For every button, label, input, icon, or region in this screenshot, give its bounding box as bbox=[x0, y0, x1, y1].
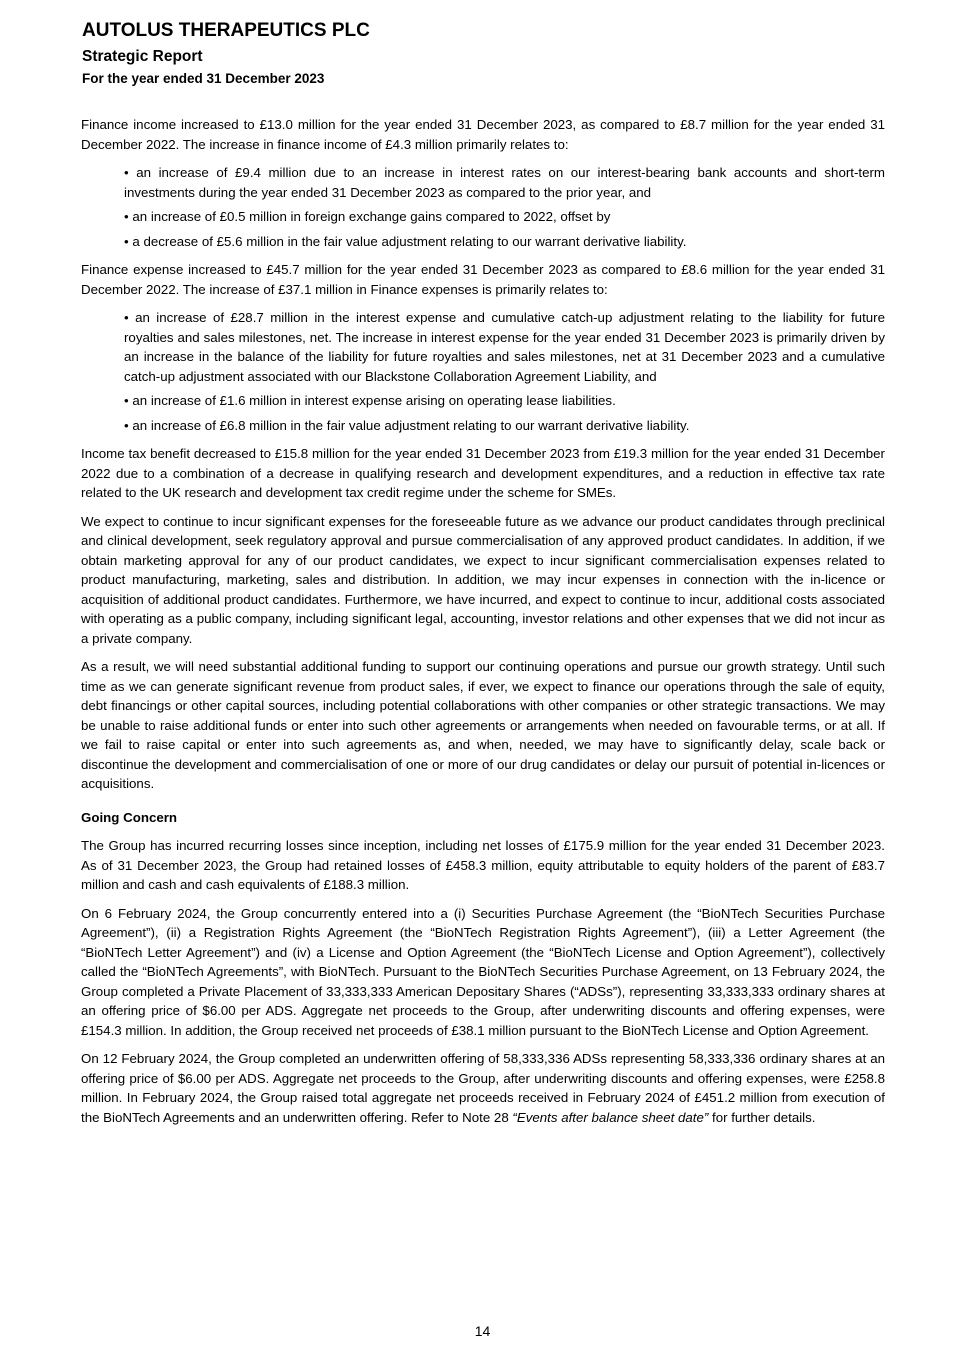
note-reference: “Events after balance sheet date” bbox=[512, 1109, 709, 1125]
report-period: For the year ended 31 December 2023 bbox=[82, 71, 325, 86]
going-concern-heading: Going Concern bbox=[81, 809, 178, 825]
list-item: • an increase of £9.4 million due to an increase in interest rates on our interest-bearing bank accounts and short-term investments during the year ended 31 December 2023 as compared to the prior year, and bbox=[124, 163, 885, 202]
finance-expense-list bbox=[81, 308, 885, 435]
expenses-outlook-paragraph: We expect to continue to incur significant expenses for the foreseeable future as we advance our product candidates through preclinical and clinical development, seek regulatory approval and pursue commercialisation of any approved product candidates. In addition, if we obtain marketing approval for any of our product candidates, we expect to incur significant commercialisation expenses related to product manufacturing, marketing, sales and distribution. In addition, we may incur expenses in connection with the in-licence or acquisition of additional product candidates. Furthermore, we have incurred, and expect to continue to incur, additional costs associated with operating as a public company, including significant legal, accounting, investor relations and other expenses that we did not incur as a private company. bbox=[81, 513, 885, 646]
list-item: • an increase of £0.5 million in foreign exchange gains compared to 2022, offset by bbox=[124, 207, 885, 227]
offering-paragraph bbox=[81, 1049, 885, 1127]
list-item: • an increase of £6.8 million in the fair value adjustment relating to our warrant derivative liability. bbox=[124, 416, 885, 436]
going-concern-paragraph: The Group has incurred recurring losses since inception, including net losses of £175.9 million for the year ended 31 December 2023. As of 31 December 2023, the Group had retained losses of £458.3 million, equity attributable to equity holders of the parent of £83.7 million and cash and cash equivalents of £188.3 million. bbox=[81, 838, 885, 892]
funding-paragraph: As a result, we will need substantial additional funding to support our continuing operations and pursue our growth strategy. Until such time as we can generate significant revenue from product sales, if ever, we expect to finance our operations through the sale of equity, debt financings or other capital sources, including potential collaborations with other companies or other strategic transactions. We may be unable to raise additional funds or enter into such other agreements or arrangements when needed on favourable terms, or at all. If we fail to raise capital or enter into such agreements as, and when, needed, we may have to significantly delay, scale back or discontinue the development and commercialisation of one or more of our drug candidates or delay our pursuit of potential in-licences or acquisitions. bbox=[81, 659, 885, 791]
company-name: AUTOLUS THERAPEUTICS PLC bbox=[82, 20, 370, 41]
income-tax-paragraph: Income tax benefit decreased to £15.8 million for the year ended 31 December 2023 from £19.3 million for the year ended 31 December 2022 due to a combination of a decrease in qualifying research and development expenditures, and a reduction in effective tax rate related to the UK research and development tax credit regime under the scheme for SMEs. bbox=[81, 446, 885, 500]
page-number: 14 bbox=[474, 1323, 491, 1339]
list-item: • an increase of £28.7 million in the interest expense and cumulative catch-up adjustment relating to the liability for future royalties and sales milestones, net. The increase in interest expense for the year ended 31 December 2023 is primarily driven by an increase in the balance of the liability for future royalties and sales milestones, net at 31 December 2023 and a cumulative catch-up adjustment associated with our Blackstone Collaboration Agreement Liability, and bbox=[124, 308, 885, 386]
document-body bbox=[81, 115, 885, 1136]
finance-income-list bbox=[81, 163, 885, 251]
finance-expense-paragraph: Finance expense increased to £45.7 million for the year ended 31 December 2023 as compared to £8.6 million for the year ended 31 December 2022. The increase of £37.1 million in Finance expenses is primarily relates to: bbox=[81, 262, 885, 297]
offering-text: On 12 February 2024, the Group completed an underwritten offering of 58,333,336 ADSs representing 58,333,336 ordinary shares at an offering price of $6.00 per ADS. Aggregate net proceeds to the Group, after underwriting discounts and offering expenses, were £258.8 million. In February 2024, the Group raised total aggregate net proceeds received in February 2024 of £451.2 million from execution of the BioNTech Agreements and an underwritten offering. Refer to Note 28 bbox=[81, 1051, 885, 1125]
list-item: • an increase of £1.6 million in interest expense arising on operating lease liabilities. bbox=[124, 391, 885, 411]
finance-income-paragraph: Finance income increased to £13.0 million for the year ended 31 December 2023, as compared to £8.7 million for the year ended 31 December 2022. The increase in finance income of £4.3 million primarily relates to: bbox=[81, 117, 885, 152]
biontech-paragraph: On 6 February 2024, the Group concurrently entered into a (i) Securities Purchase Agreement (the “BioNTech Securities Purchase Agreement”), (ii) a Registration Rights Agreement (the “BioNTech Registration Rights Agreement”), (iii) a Letter Agreement (the “BioNTech Letter Agreement”) and (iv) a License and Option Agreement (the “BioNTech License and Option Agreement”), collectively called the “BioNTech Agreements”, with BioNTech. Pursuant to the BioNTech Securities Purchase Agreement, on 13 February 2024, the Group completed a Private Placement of 33,333,333 American Depositary Shares (“ADSs”), representing 33,333,333 ordinary shares at an offering price of $6.00 per ADS. Aggregate net proceeds to the Group, after underwriting discounts and offering expenses, were £154.3 million. In addition, the Group received net proceeds of £38.1 million pursuant to the BioNTech License and Option Agreement. bbox=[81, 905, 885, 1038]
list-item: • a decrease of £5.6 million in the fair value adjustment relating to our warrant derivative liability. bbox=[124, 232, 885, 252]
report-title: Strategic Report bbox=[82, 48, 203, 65]
offering-text-end: for further details. bbox=[708, 1109, 816, 1125]
